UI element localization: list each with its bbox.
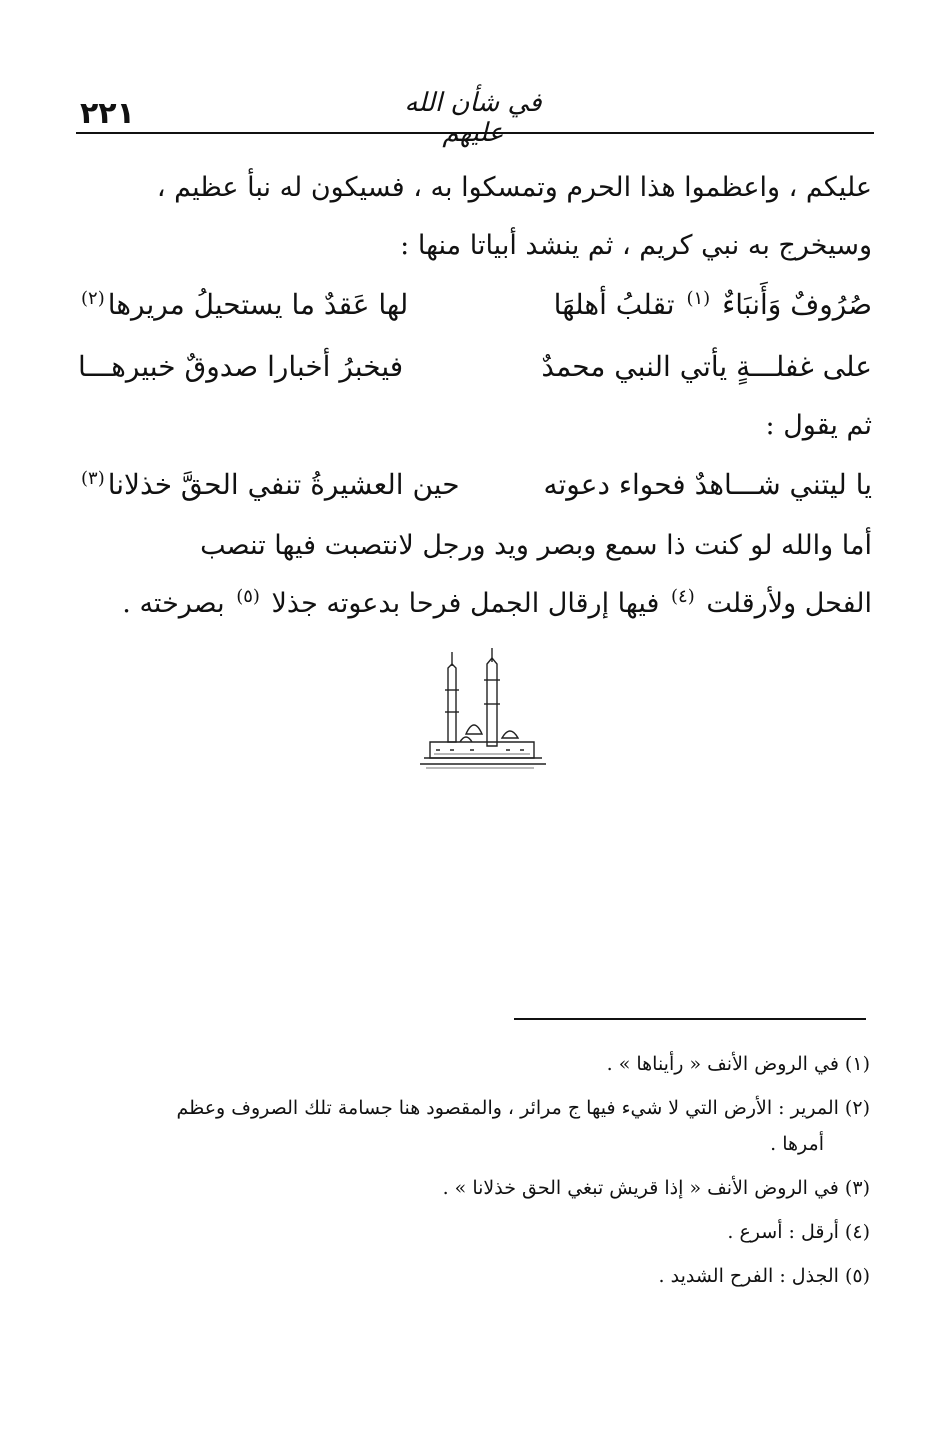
verse-3-hemistich-2	[78, 454, 460, 516]
footnotes	[78, 1046, 870, 1302]
body-line-1: عليكم ، واعظموا هذا الحرم وتمسكوا به ، فسيكون له نبأ عظيم ،	[156, 172, 872, 203]
para-text-3: بصرخته .	[122, 588, 225, 619]
verse-2-hemistich-1: على غفلـــةٍ يأتي النبي محمدٌ	[541, 350, 872, 383]
footnote-1: (١) في الروض الأنف « رأيناها » .	[606, 1053, 870, 1075]
footnote-ref-4: (٤)	[670, 586, 695, 607]
footnote-ref-3: (٣)	[81, 467, 105, 489]
footnote-ref-2: (٢)	[81, 287, 105, 309]
page-number: ٢٢١	[80, 96, 135, 131]
footnote-5: (٥) الجذل : الفرح الشديد .	[658, 1265, 870, 1287]
para-text-1: الفحل ولأرقلت	[706, 588, 872, 619]
footnote-4: (٤) أرقل : أسرع .	[727, 1221, 870, 1243]
verse-1	[78, 274, 872, 336]
para-text-2: فيها إرقال الجمل فرحا بدعوته جذلا	[271, 588, 660, 619]
footnote-2-continued: أمرها .	[770, 1133, 824, 1155]
page-header	[76, 80, 874, 148]
body-text	[78, 158, 872, 632]
mosque-ornament-icon	[410, 646, 550, 772]
footnote-ref-5: (٥)	[236, 586, 260, 607]
verse-1-text-a: صُرُوفٌ وَأَنبَاءٌ	[722, 288, 872, 321]
footnote-3: (٣) في الروض الأنف « إذا قريش تبغي الحق خذلانا » .	[442, 1177, 870, 1199]
footnote-2: (٢) المرير : الأرض التي لا شيء فيها ج مرائر ، والمقصود هنا جسامة تلك الصروف وعظم	[176, 1097, 870, 1119]
running-title: في شأن الله عليهم	[404, 88, 542, 148]
verse-1-hemistich-2	[78, 274, 408, 336]
body-para-line-2	[78, 576, 872, 632]
verse-2-hemistich-2: فيخبرُ أخبارا صدوقٌ خبيرهـــا	[78, 350, 404, 383]
body-line-intro-2: ثم يقول :	[765, 410, 872, 441]
verse-1-hemistich-1	[554, 274, 872, 336]
body-line-2: وسيخرج به نبي كريم ، ثم ينشد أبياتا منها :	[400, 230, 872, 261]
verse-1-text-c: لها عَقدٌ ما يستحيلُ مريرها	[107, 288, 409, 321]
verse-2	[78, 336, 872, 398]
footnote-ref-1: (١)	[686, 287, 711, 309]
verse-1-text-b: تقلبُ أهلهَا	[553, 288, 675, 321]
verse-3	[78, 454, 872, 516]
verse-3-hemistich-1: يا ليتني شـــاهدٌ فحواء دعوته	[543, 468, 872, 501]
header-rule	[76, 132, 874, 134]
verse-3-text-b: حين العشيرةُ تنفي الحقَّ خذلانا	[107, 468, 460, 501]
footnote-separator	[514, 1018, 866, 1020]
body-para-line-1: أما والله لو كنت ذا سمع وبصر ويد ورجل لانتصبت فيها تنصب	[200, 530, 872, 561]
